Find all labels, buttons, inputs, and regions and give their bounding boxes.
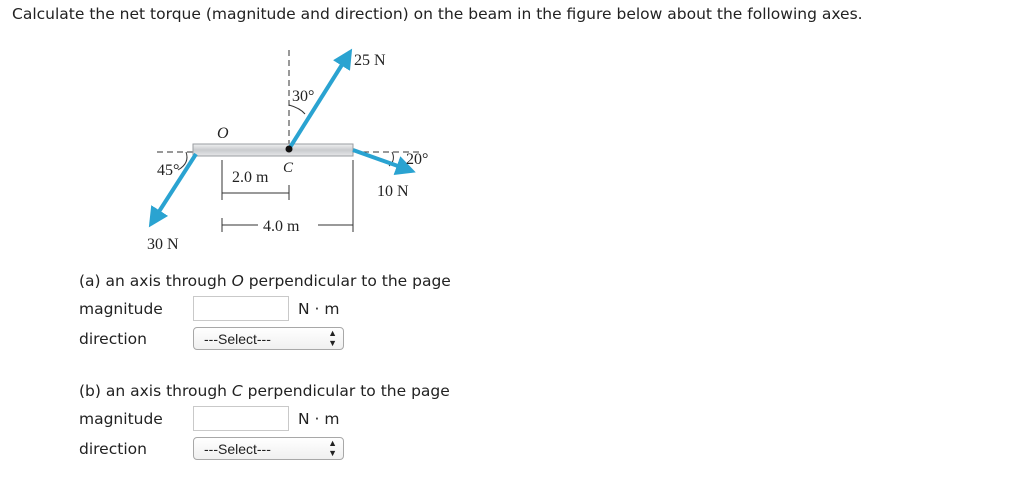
- part-b-direction-selected: ---Select---: [204, 441, 271, 457]
- part-b-unit: N · m: [298, 410, 340, 428]
- part-a-magnitude-label: magnitude: [79, 300, 163, 318]
- angle-30-label: 30°: [292, 88, 315, 105]
- select-arrows-icon: ▲ ▼: [328, 328, 337, 348]
- question-text: Calculate the net torque (magnitude and direction) on the beam in the figure below about the following axes.: [12, 5, 863, 23]
- part-a-direction-select[interactable]: [193, 327, 344, 350]
- point-o-label: O: [217, 125, 229, 142]
- part-b-magnitude-label: magnitude: [79, 410, 163, 428]
- part-a-direction-selected: ---Select---: [204, 331, 271, 347]
- part-b-magnitude-input[interactable]: [193, 406, 289, 431]
- part-a-magnitude-input[interactable]: [193, 296, 289, 321]
- point-c-label: C: [283, 160, 294, 176]
- part-b-prompt: (b) an axis through C perpendicular to the page: [79, 382, 450, 400]
- point-c-dot: [286, 146, 293, 153]
- part-a-direction-label: direction: [79, 330, 147, 348]
- force-25n-label: 25 N: [354, 52, 386, 69]
- select-arrows-icon: ▲ ▼: [328, 438, 337, 458]
- part-b-direction-label: direction: [79, 440, 147, 458]
- part-b-direction-select[interactable]: [193, 437, 344, 460]
- force-10n-label: 10 N: [377, 183, 409, 200]
- part-b-axis: C: [231, 382, 243, 400]
- force-10n-arrow: [353, 150, 412, 171]
- part-a-unit: N · m: [298, 300, 340, 318]
- angle-45-label: 45°: [157, 162, 180, 179]
- part-a-axis: O: [231, 272, 244, 290]
- dist-4m-label: 4.0 m: [263, 218, 300, 235]
- angle-20-label: 20°: [406, 151, 429, 168]
- part-a-prompt: (a) an axis through O perpendicular to the page: [79, 272, 451, 290]
- dist-2m-label: 2.0 m: [232, 169, 269, 186]
- force-30n-label: 30 N: [147, 236, 179, 253]
- beam: [193, 144, 353, 156]
